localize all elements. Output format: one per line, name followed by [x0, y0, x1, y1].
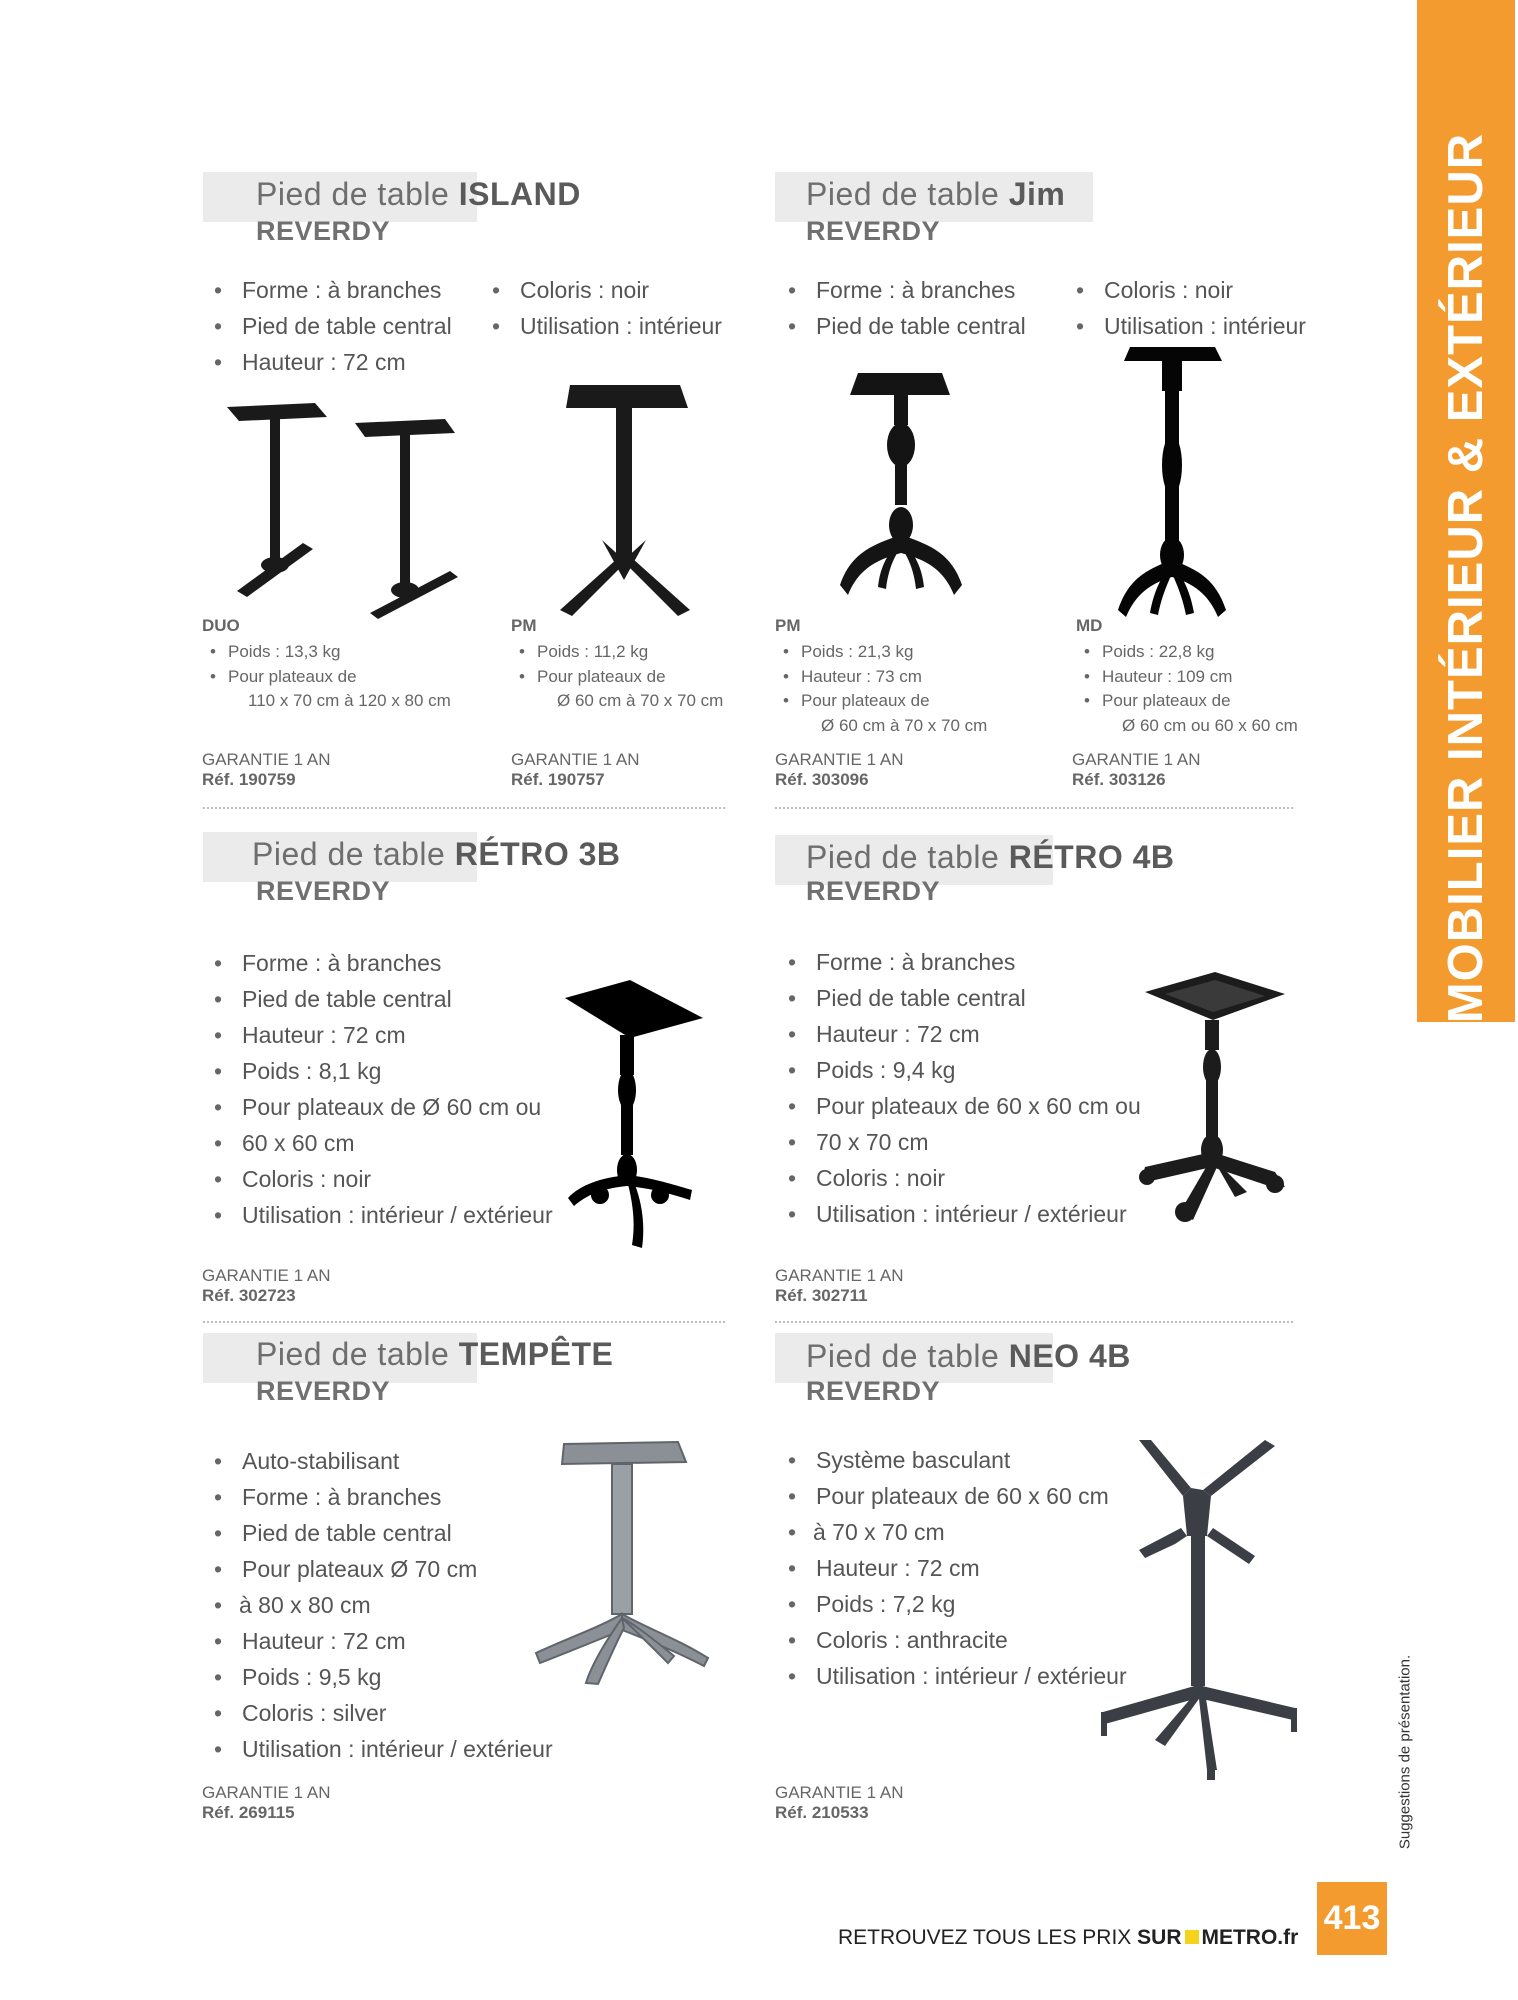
divider [203, 1321, 725, 1323]
feature-item: • Coloris : noir [214, 1161, 553, 1197]
feature-item: • Utilisation : intérieur / extérieur [788, 1196, 1141, 1232]
features-list [788, 944, 1141, 1232]
feature-item: • 70 x 70 cm [788, 1124, 1141, 1160]
feature-item: • Utilisation : intérieur / extérieur [214, 1731, 553, 1767]
retro-4b-image [1125, 972, 1295, 1252]
feature-item: • Pied de table central [214, 981, 553, 1017]
feature-item: • Pied de table central [788, 308, 1026, 344]
feature-item: • Hauteur : 72 cm [214, 344, 452, 380]
feature-item: • Coloris : silver [214, 1695, 553, 1731]
neo-4b-image [1095, 1440, 1305, 1780]
features-list [1076, 272, 1306, 344]
tempete-image [528, 1438, 718, 1688]
features-list [492, 272, 722, 344]
warranty: GARANTIE 1 AN [202, 1783, 331, 1802]
reference: Réf. 303126 [1072, 770, 1166, 789]
product-title: Pied de table RÉTRO 4B [806, 839, 1175, 875]
jim-md-image [1110, 345, 1240, 625]
feature-item: • Forme : à branches [214, 1479, 553, 1515]
variant-specs [1080, 640, 1298, 738]
island-pm-image [550, 380, 710, 620]
feature-item: • Forme : à branches [214, 945, 553, 981]
warranty: GARANTIE 1 AN [202, 1266, 331, 1285]
spec-item: • Pour plateaux de [206, 665, 451, 690]
feature-item: • Hauteur : 72 cm [788, 1550, 1127, 1586]
reference: Réf. 190759 [202, 770, 296, 789]
feature-item: • Hauteur : 72 cm [214, 1623, 553, 1659]
product-brand: REVERDY [256, 216, 391, 246]
product-title: Pied de table NEO 4B [806, 1338, 1131, 1374]
divider [203, 807, 725, 809]
category-label: MOBILIER INTÉRIEUR & EXTÉRIEUR [1439, 132, 1493, 1024]
feature-item: • Coloris : noir [1076, 272, 1306, 308]
feature-item: • Poids : 9,4 kg [788, 1052, 1141, 1088]
feature-item: • Forme : à branches [788, 944, 1141, 980]
feature-item: • à 70 x 70 cm [788, 1514, 1127, 1550]
variant-specs [779, 640, 987, 738]
divider [775, 807, 1293, 809]
features-list [214, 945, 553, 1233]
feature-item: • Pour plateaux de 60 x 60 cm ou [788, 1088, 1141, 1124]
feature-item: • Système basculant [788, 1442, 1127, 1478]
feature-item: • Poids : 7,2 kg [788, 1586, 1127, 1622]
spec-item: • Poids : 11,2 kg [515, 640, 723, 665]
feature-item: • Pour plateaux Ø 70 cm [214, 1551, 553, 1587]
feature-item: • Coloris : anthracite [788, 1622, 1127, 1658]
feature-item: • Utilisation : intérieur / extérieur [788, 1658, 1127, 1694]
variant-model: MD [1076, 616, 1103, 635]
features-list [214, 272, 452, 380]
feature-item: • Utilisation : intérieur [1076, 308, 1306, 344]
product-brand: REVERDY [806, 1376, 941, 1406]
features-list [788, 1442, 1127, 1694]
warranty: GARANTIE 1 AN [1072, 750, 1201, 769]
warranty: GARANTIE 1 AN [202, 750, 331, 769]
spec-item: • Poids : 13,3 kg [206, 640, 451, 665]
variant-model: DUO [202, 616, 240, 635]
spec-item: • Hauteur : 109 cm [1080, 665, 1298, 690]
variant-specs [515, 640, 723, 714]
variant-model: PM [511, 616, 537, 635]
retro-3b-image [560, 980, 710, 1260]
feature-item: • Pour plateaux de 60 x 60 cm [788, 1478, 1127, 1514]
product-brand: REVERDY [806, 876, 941, 906]
spec-item: • Pour plateaux de [779, 689, 987, 714]
spec-item: • Pour plateaux de [1080, 689, 1298, 714]
divider [775, 1321, 1293, 1323]
feature-item: • Coloris : noir [492, 272, 722, 308]
jim-pm-image [830, 365, 980, 605]
spec-item: • Hauteur : 73 cm [779, 665, 987, 690]
reference: Réf. 302711 [775, 1286, 868, 1305]
product-brand: REVERDY [256, 876, 391, 906]
product-brand: REVERDY [806, 216, 941, 246]
feature-item: • Pied de table central [214, 308, 452, 344]
spec-item: Ø 60 cm à 70 x 70 cm [557, 691, 724, 710]
product-title: Pied de table Jim [806, 176, 1066, 212]
spec-item: • Poids : 22,8 kg [1080, 640, 1298, 665]
feature-item: • 60 x 60 cm [214, 1125, 553, 1161]
feature-item: • à 80 x 80 cm [214, 1587, 553, 1623]
feature-item: • Poids : 9,5 kg [214, 1659, 553, 1695]
reference: Réf. 269115 [202, 1803, 295, 1822]
feature-item: • Forme : à branches [214, 272, 452, 308]
variant-model: PM [775, 616, 801, 635]
presentation-note: Suggestions de présentation. [1396, 1654, 1414, 1850]
page-number: 413 [1317, 1882, 1387, 1955]
island-duo-image [215, 395, 475, 635]
feature-item: • Hauteur : 72 cm [214, 1017, 553, 1053]
product-title: Pied de table ISLAND [256, 176, 581, 212]
feature-item: • Coloris : noir [788, 1160, 1141, 1196]
reference: Réf. 303096 [775, 770, 869, 789]
warranty: GARANTIE 1 AN [775, 750, 904, 769]
feature-item: • Pied de table central [214, 1515, 553, 1551]
feature-item: • Utilisation : intérieur / extérieur [214, 1197, 553, 1233]
feature-item: • Hauteur : 72 cm [788, 1016, 1141, 1052]
features-list [788, 272, 1026, 344]
metro-site-link[interactable]: METRO.fr [1201, 1926, 1299, 1949]
feature-item: • Auto-stabilisant [214, 1443, 553, 1479]
spec-item: 110 x 70 cm à 120 x 80 cm [248, 691, 451, 710]
product-brand: REVERDY [256, 1376, 391, 1406]
reference: Réf. 302723 [202, 1286, 296, 1305]
metro-logo-icon [1185, 1930, 1199, 1944]
spec-item: • Poids : 21,3 kg [779, 640, 987, 665]
variant-specs [206, 640, 451, 714]
feature-item: • Poids : 8,1 kg [214, 1053, 553, 1089]
product-title: Pied de table TEMPÊTE [256, 1336, 614, 1372]
footer-tagline: RETROUVEZ TOUS LES PRIX SUR METRO.fr [838, 1926, 1299, 1949]
feature-item: • Forme : à branches [788, 272, 1026, 308]
reference: Réf. 210533 [775, 1803, 869, 1822]
warranty: GARANTIE 1 AN [775, 1266, 904, 1285]
features-list [214, 1443, 553, 1767]
feature-item: • Utilisation : intérieur [492, 308, 722, 344]
warranty: GARANTIE 1 AN [775, 1783, 904, 1802]
spec-item: Ø 60 cm à 70 x 70 cm [821, 715, 988, 735]
spec-item: • Pour plateaux de [515, 665, 723, 690]
feature-item: • Pied de table central [788, 980, 1141, 1016]
warranty: GARANTIE 1 AN [511, 750, 640, 769]
feature-item: • Pour plateaux de Ø 60 cm ou [214, 1089, 553, 1125]
product-title: Pied de table RÉTRO 3B [252, 836, 621, 872]
spec-item: Ø 60 cm ou 60 x 60 cm [1122, 715, 1298, 735]
reference: Réf. 190757 [511, 770, 605, 789]
